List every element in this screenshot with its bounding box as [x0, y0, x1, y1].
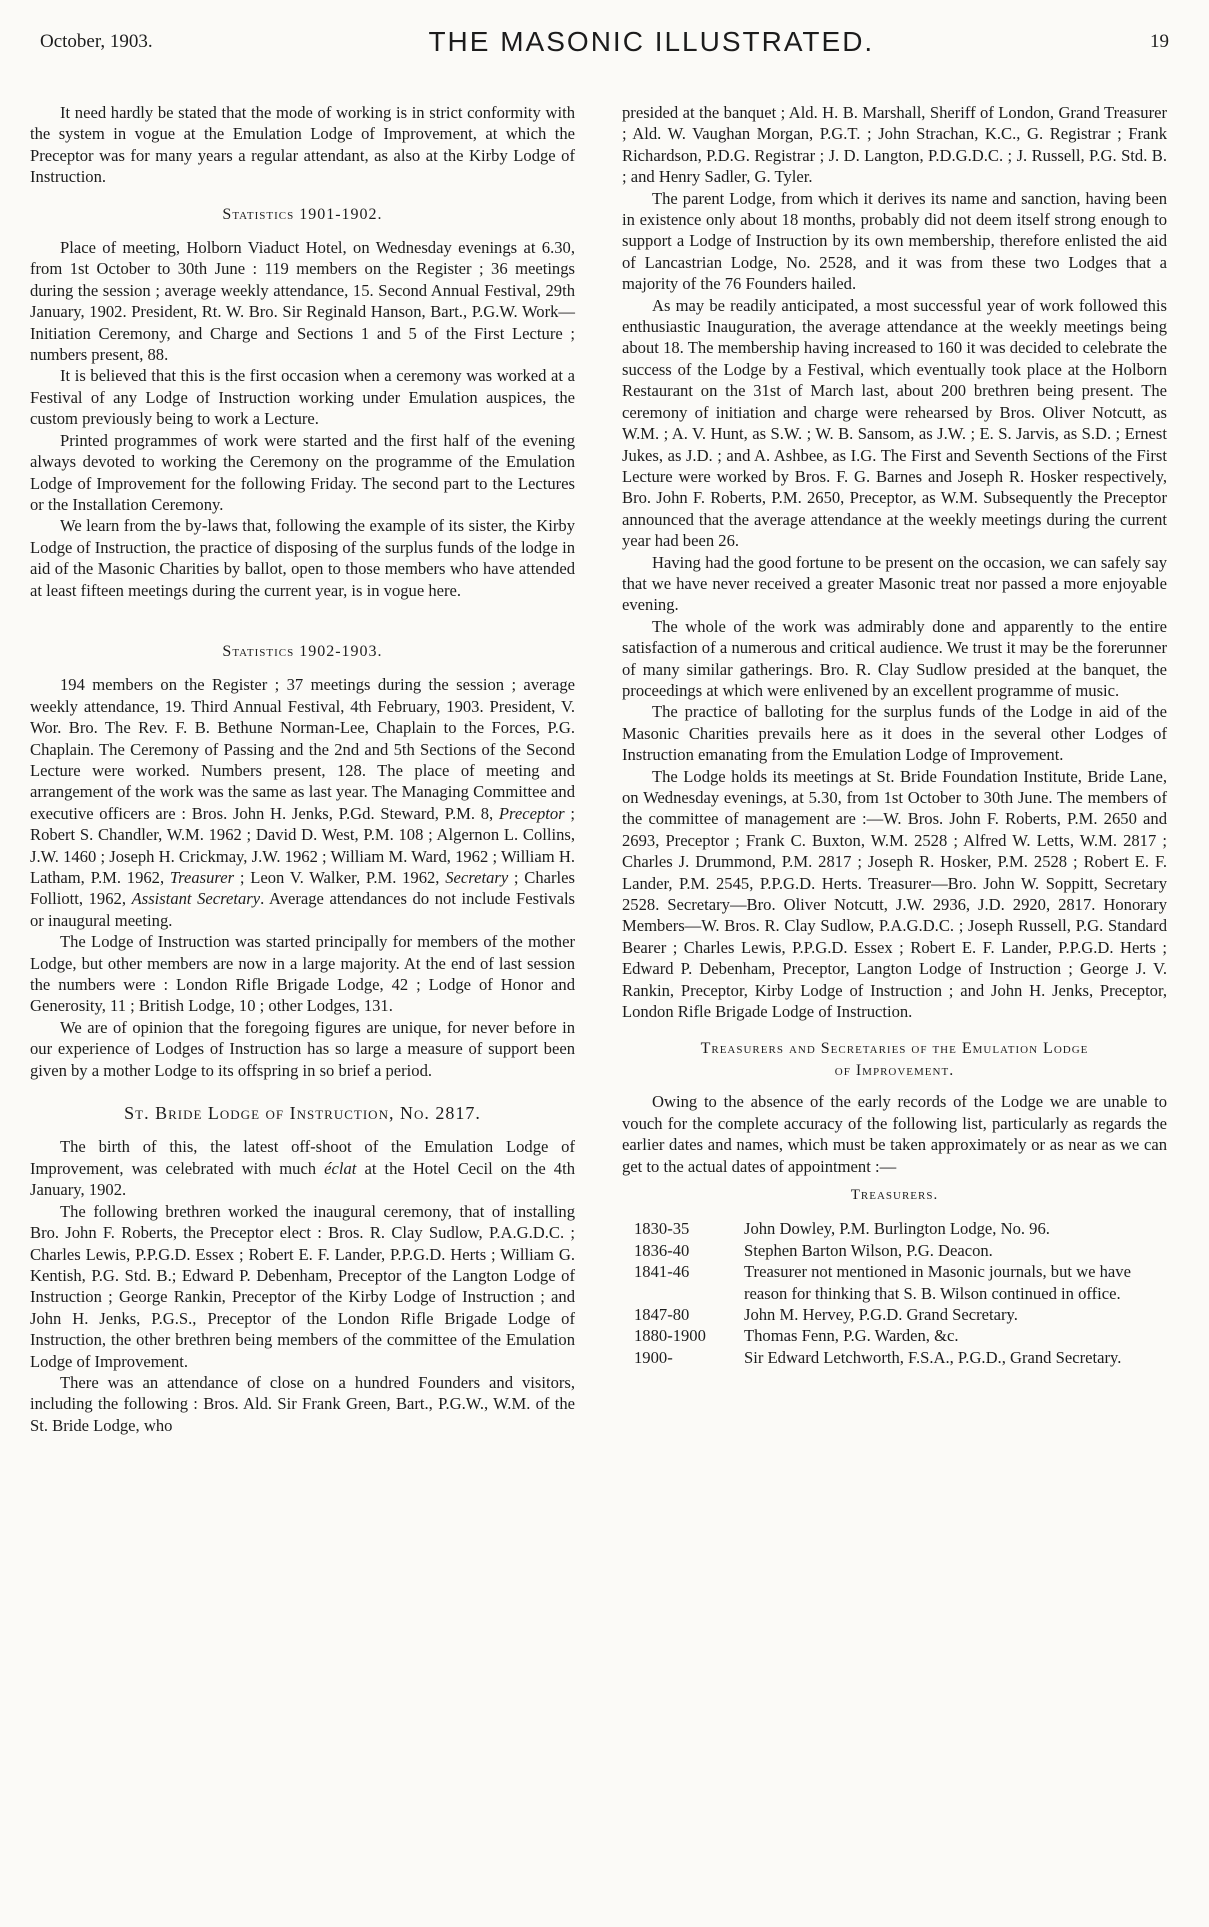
successful-year-paragraph: As may be readily anticipated, a most successful year of work followed this enthusiastic Inauguration, the average attendance at the weekly meetings being about 18. The membership having increased to 160 it was decided to celebrate the success of the Lodge by a Festival, which eventually took place at the Holborn Restaurant on the 31st of March last, about 200 brethren being present. The ceremony of initiation and charge were rehearsed by Bros. Oliver Notcutt, as W.M. ; A. V. Hunt, as S.W. ; W. B. Sansom, as J.W. ; E. S. Jarvis, as S.D. ; Ernest Jukes, as J.D. ; and A. Ashbee, as I.G. The First and Seventh Sections of the First Lecture were worked by Bros. F. G. Barnes and Joseph R. Hosker respectively, Bro. John F. Roberts, P.M. 2650, Preceptor, as W.M. Subsequently the Preceptor announced that the average attendance at the weekly meetings during the current year had been 26. — [622, 295, 1167, 551]
treasurer-name: Sir Edward Letchworth, F.S.A., P.G.D., Grand Secretary. — [744, 1347, 1122, 1367]
statistics-1901-paragraph-4: We learn from the by-laws that, following the example of its sister, the Kirby Lodge of Instruction, the practice of disposing of the surplus funds of the lodge in aid of the Masonic Charities by ballot, open to those members who have attended at least fifteen meetings during the current year, is in vogue here. — [30, 516, 575, 600]
treasurers-intro-paragraph: Owing to the absence of the early records of the Lodge we are unable to vouch for the complete accuracy of the following list, particularly as regards the earlier dates and names, which must be taken approximately or as near as we can get to the actual dates of appointment :— — [622, 1092, 1167, 1176]
treasurer-name: Thomas Fenn, P.G. Warden, &c. — [744, 1326, 959, 1346]
statistics-1901-paragraph-3: Printed programmes of work were started and the first half of the evening always devoted to working the Ceremony on the programme of the Emulation Lodge of Improvement for the following Friday. The second part to the Lectures or the Installation Ceremony. — [30, 430, 575, 514]
statistics-1902-paragraph-1: 194 members on the Register ; 37 meetings during the session ; average weekly attendance, 19. Third Annual Festival, 4th February, 1903. President, V. Wor. Bro. The Rev. F. B. Bethune Norman-Lee, Chaplain to the Forces, P.G. Chaplain. The Ceremony of Passing and the 2nd and 5th Sections of the Second Lecture were worked. Numbers present, 128. The place of meeting and arrangement of the work was the same as last year. The Managing Committee and executive officers are : Bros. John H. Jenks, P.Gd. Steward, P.M. 8, Preceptor ; Robert S. Chandler, W.M. 1962 ; David D. West, P.M. 108 ; Algernon L. Collins, J.W. 1460 ; Joseph H. Crickmay, J.W. 1962 ; William M. Ward, 1962 ; William H. Latham, P.M. 1962, Treasurer ; Leon V. Walker, P.M. 1962, Secretary ; Charles Folliott, 1962, Assistant Secretary. Average attendances do not include Festivals or inaugural meeting. — [30, 675, 576, 930]
treasurer-years: 1880-1900 — [634, 1326, 706, 1346]
continued-paragraph: presided at the banquet ; Ald. H. B. Marshall, Sheriff of London, Grand Treasurer ; Ald. W. Vaughan Morgan, P.G.T. ; John Strachan, K.C., G. Registrar ; Frank Richardson, P.D.G. Registrar ; J. D. Langton, P.D.G.D.C. ; J. Russell, P.G. Std. B. ; and Henry Sadler, G. Tyler. — [622, 103, 1167, 187]
statistics-1901-paragraph-1: Place of meeting, Holborn Viaduct Hotel, on Wednesday evenings at 6.30, from 1st October to 30th June : 119 members on the Register ; 36 meetings during the session ; average weekly attendance, 15. Second Annual Festival, 29th January, 1902. President, Rt. W. Bro. Sir Reginald Hanson, Bart., P.G.W. Work—Initiation Ceremony, and Charge and Sections 1 and 5 of the First Lecture ; numbers present, 88. — [30, 238, 575, 365]
left-column — [30, 102, 575, 1436]
masonic-treat-paragraph: Having had the good fortune to be present on the occasion, we can safely say that we have never received a greater Masonic treat nor passed a more enjoyable evening. — [622, 552, 1167, 615]
work-done-paragraph: The whole of the work was admirably done and apparently to the entire satisfaction of a numerous and critical audience. We trust it may be the forerunner of many similar gatherings. Bro. R. Clay Sudlow presided at the banquet, the proceedings at which were enlivened by an excellent programme of music. — [622, 616, 1167, 700]
treasurer-years: 1836-40 — [634, 1240, 690, 1260]
page-header — [40, 22, 1169, 62]
statistics-1901-heading: Statistics 1901-1902. — [222, 205, 383, 223]
treasurer-years: 1900- — [634, 1347, 673, 1367]
treasurer-row — [634, 1240, 1154, 1261]
st-bride-paragraph-2: The following brethren worked the inaugural ceremony, that of installing Bro. John F. Roberts, the Preceptor elect : Bros. R. Clay Sudlow, P.A.G.D.C. ; Charles Lewis, P.P.G.D. Essex ; Robert E. F. Lander, P.P.G.D. Herts ; William G. Kentish, P.G. Std. B.; Edward P. Debenham, Preceptor of the Langton Lodge of Instruction ; George Rankin, Preceptor of the Kirby Lodge of Instruction ; and John H. Jenks, P.G.S., Preceptor of the London Rifle Brigade Lodge of Instruction, the other brethren being members of the committee of the Emulation Lodge of Improvement. — [30, 1201, 575, 1371]
treasurer-name: John Dowley, P.M. Burlington Lodge, No. 96. — [744, 1219, 1050, 1239]
treasurer-name: John M. Hervey, P.G.D. Grand Secretary. — [744, 1304, 1018, 1324]
statistics-1901-paragraph-2: It is believed that this is the first occasion when a ceremony was worked at a Festival of any Lodge of Instruction working under Emulation auspices, the custom previously being to work a Lecture. — [30, 366, 575, 429]
st-bride-heading: St. Bride Lodge of Instruction, No. 2817. — [124, 1103, 481, 1124]
treasurer-name: Stephen Barton Wilson, P.G. Deacon. — [744, 1240, 993, 1260]
treasurer-row — [634, 1325, 1154, 1346]
treasurers-secretaries-heading: Treasurers and Secretaries of the Emulation Lodge of Improvement. — [700, 1040, 1089, 1079]
issue-date: October, 1903. — [40, 31, 153, 52]
st-bride-paragraph-1: The birth of this, the latest off-shoot of the Emulation Lodge of Improvement, was celebrated with much éclat at the Hotel Cecil on the 4th January, 1902. — [30, 1137, 575, 1200]
treasurer-years: 1847-80 — [634, 1304, 690, 1324]
page-number: 19 — [1149, 31, 1169, 52]
treasurer-row — [634, 1218, 1154, 1239]
meetings-paragraph: The Lodge holds its meetings at St. Bride Foundation Institute, Bride Lane, on Wednesday evenings, at 5.30, from 1st October to 30th June. The members of the committee of management are :—W. Bros. John F. Roberts, P.M. 2650 and 2693, Preceptor ; Frank C. Buxton, W.M. 2528 ; Alfred W. Letts, W.M. 2817 ; Charles J. Drummond, P.M. 2817 ; Joseph R. Hosker, P.M. 2528 ; Robert E. F. Lander, P.M. 2545, P.P.G.D. Herts. Treasurer—Bro. John W. Soppitt, Secretary 2528. Secretary—Bro. Oliver Notcutt, J.W. 2936, J.D. 2920, 2817. Honorary Members—W. Bros. R. Clay Sudlow, P.A.G.D.C. ; Joseph Russell, P.G. Standard Bearer ; Charles Lewis, P.P.G.D. Essex ; Robert E. F. Lander, P.P.G.D. Herts ; Edward P. Debenham, Preceptor, Langton Lodge of Instruction ; George J. V. Rankin, Preceptor, Kirby Lodge of Instruction ; and John H. Jenks, Preceptor, London Rifle Brigade Lodge of Instruction. — [622, 766, 1167, 1022]
publication-title: THE MASONIC ILLUSTRATED. — [428, 26, 875, 57]
treasurers-heading: Treasurers. — [850, 1186, 939, 1203]
intro-paragraph: It need hardly be stated that the mode of working is in strict conformity with the system in vogue at the Emulation Lodge of Improvement, at which the Preceptor was for many years a regular attendant, as also at the Kirby Lodge of Instruction. — [30, 103, 575, 187]
treasurer-row — [634, 1347, 1154, 1368]
treasurer-row — [634, 1304, 1154, 1325]
statistics-1902-paragraph-2: The Lodge of Instruction was started principally for members of the mother Lodge, but other members are now in a large majority. At the end of last session the numbers were : London Rifle Brigade Lodge, 42 ; Lodge of Honor and Generosity, 11 ; British Lodge, 10 ; other Lodges, 131. — [30, 932, 575, 1016]
treasurer-years: 1830-35 — [634, 1219, 690, 1239]
treasurer-years: 1841-46 — [634, 1262, 690, 1282]
treasurer-row — [634, 1261, 1154, 1304]
st-bride-paragraph-3: There was an attendance of close on a hundred Founders and visitors, including the following : Bros. Ald. Sir Frank Green, Bart., P.G.W., W.M. of the St. Bride Lodge, who — [30, 1372, 575, 1435]
right-column — [622, 102, 1167, 1368]
statistics-1902-paragraph-3: We are of opinion that the foregoing figures are unique, for never before in our experience of Lodges of Instruction has so large a measure of support been given by a mother Lodge to its offspring in so brief a period. — [30, 1017, 575, 1080]
balloting-paragraph: The practice of balloting for the surplus funds of the Lodge in aid of the Masonic Charities prevails here as it does in the several other Lodges of Instruction emanating from the Emulation Lodge of Improvement. — [622, 702, 1167, 765]
treasurer-name: Treasurer not mentioned in Masonic journals, but we have reason for thinking that S. B. Wilson continued in office. — [744, 1262, 1131, 1303]
parent-lodge-paragraph: The parent Lodge, from which it derives its name and sanction, having been in existence only about 18 months, probably did not deem itself strong enough to support a Lodge of Instruction by its own membership, therefore enlisted the aid of Lancastrian Lodge, No. 2528, and it was from these two Lodges that a majority of the 76 Founders hailed. — [622, 188, 1167, 294]
treasurers-table — [634, 1218, 1154, 1368]
statistics-1902-heading: Statistics 1902-1903. — [222, 642, 383, 660]
